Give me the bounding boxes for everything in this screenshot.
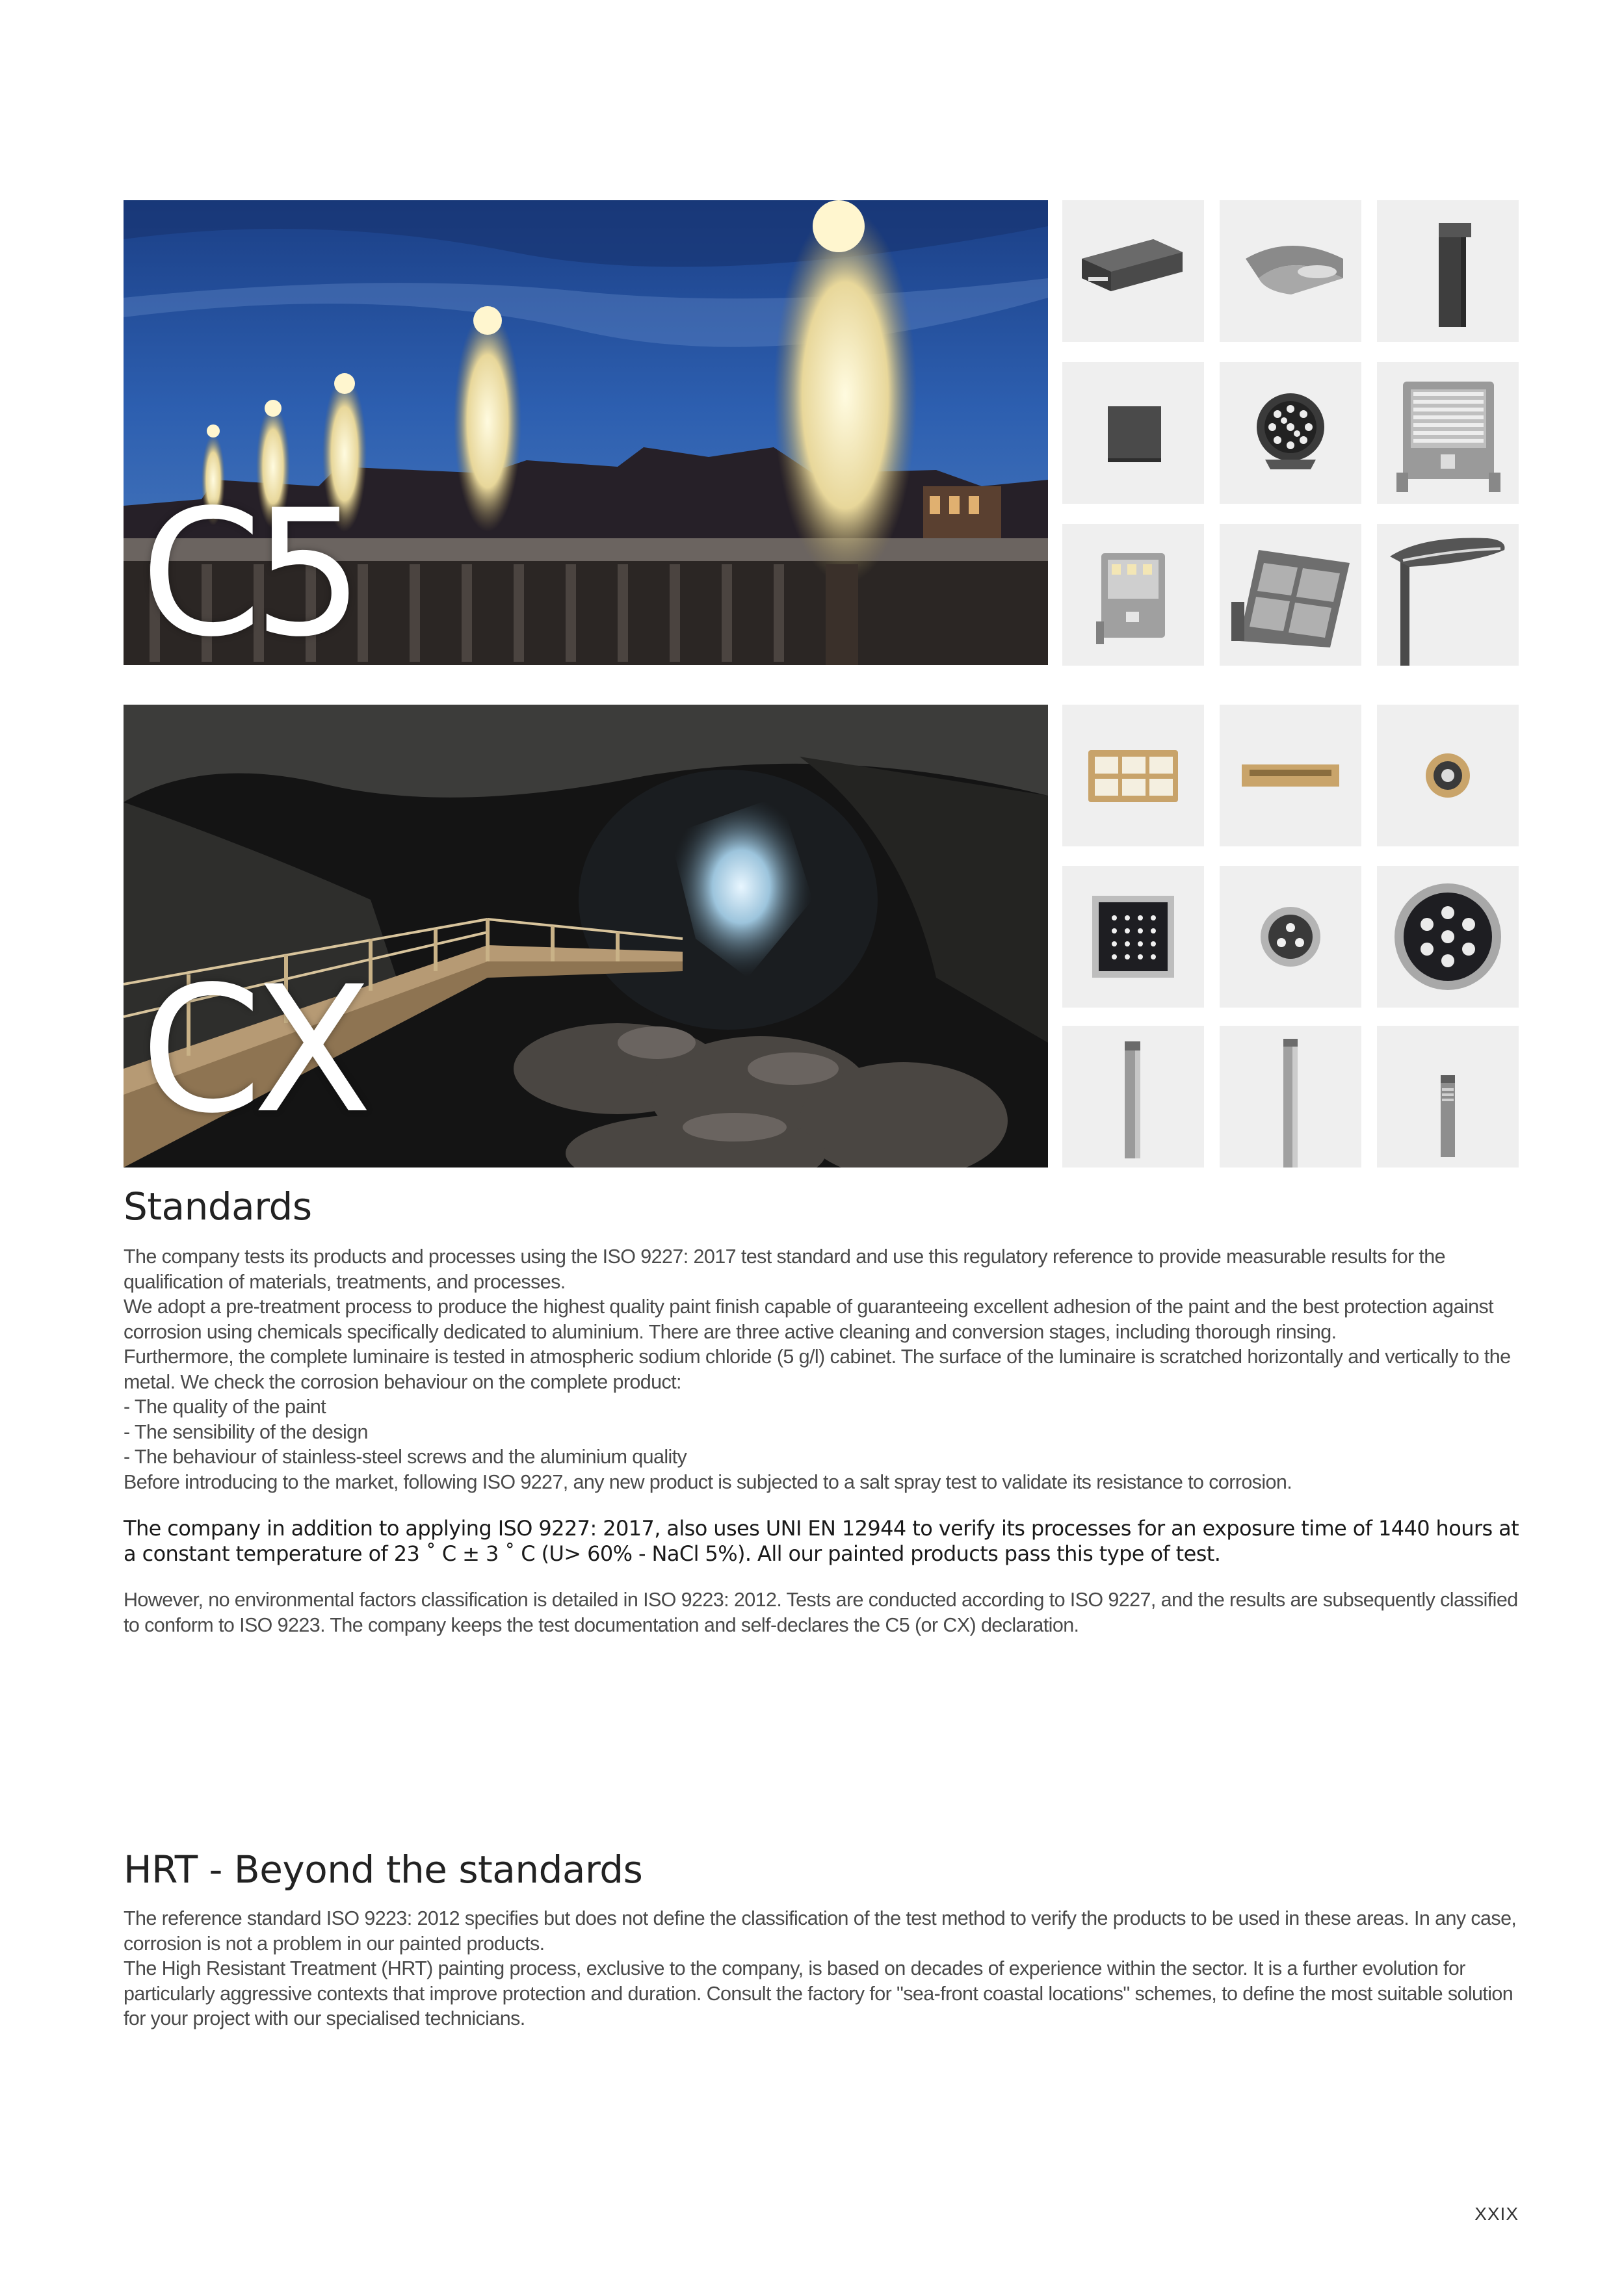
hrt-paragraph: The High Resistant Treatment (HRT) painting process, exclusive to the company, is based on decades of experience within the sector. It is a further evolution for particularly aggressive contexts that improve protection and duration. Consult the factory for "sea-front coastal locations" schemes, to define the most suitable solution for your project with our specialised technicians. — [124, 1957, 1513, 2029]
standards-paragraph: Before introducing to the market, following ISO 9227, any new product is subjected to a salt spray test to validate its resistance to corrosion. — [124, 1470, 1292, 1493]
standards-list-item: - The sensibility of the design — [124, 1420, 368, 1443]
bollard-short-icon — [1377, 1026, 1519, 1168]
wall-light-square-icon — [1062, 362, 1204, 504]
wall-light-curved-icon — [1220, 200, 1361, 342]
street-light-icon — [1377, 524, 1519, 666]
hero-label-cx: CX — [140, 949, 363, 1152]
standards-paragraph: Furthermore, the complete luminaire is tested in atmospheric sodium chloride (5 g/l) cabinet. The surface of the luminaire is scratched horizontally and vertically to the metal. We check the corrosion behaviour on the complete product: — [124, 1346, 1511, 1393]
standards-paragraph: We adopt a pre-treatment process to produce the highest quality paint finish capable of guaranteeing excellent adhesion of the paint and the best protection against corrosion using chemicals specifically dedicated to aluminium. There are three active cleaning and conversion stages, including thorough rinsing. — [124, 1296, 1493, 1343]
step-light-linear-icon — [1220, 705, 1361, 846]
recessed-grille-icon — [1062, 705, 1204, 846]
inground-square-icon — [1062, 866, 1204, 1008]
standards-callout: The company in addition to applying ISO 9227: 2017, also uses UNI EN 12944 to verify its processes for an exposure time of 1440 hours at a constant temperature of 23 ˚ C ± 3 ˚ C (U> 60% - NaCl 5%). All our painted products pass this type of test. — [124, 1516, 1519, 1566]
floodlight-large-icon — [1377, 362, 1519, 504]
standards-list-item: - The behaviour of stainless-steel screws and the aluminium quality — [124, 1446, 687, 1468]
standards-list-item: - The quality of the paint — [124, 1396, 326, 1418]
hrt-paragraph: The reference standard ISO 9223: 2012 specifies but does not define the classification of the test method to verify the products to be used in these areas. In any case, corrosion is not a problem in our painted products. — [124, 1907, 1517, 1955]
floodlight-multi-icon — [1220, 524, 1361, 666]
bollard-tall-icon — [1062, 1026, 1204, 1168]
inground-small-round-icon — [1220, 866, 1361, 1008]
hero-label-c5: C5 — [140, 473, 355, 665]
hero-image-c5 — [124, 200, 1048, 665]
standards-body — [124, 1244, 1521, 1494]
page-number: XXIX — [1474, 2204, 1519, 2224]
floodlight-small-icon — [1062, 524, 1204, 666]
standards-paragraph: The company tests its products and processes using the ISO 9227: 2017 test standard and use this regulatory reference to provide measurable results for the qualification of materials, treatments, and processes. — [124, 1246, 1446, 1293]
hrt-heading: HRT - Beyond the standards — [124, 1847, 643, 1892]
recessed-round-icon — [1377, 705, 1519, 846]
spotlight-round-icon — [1220, 362, 1361, 504]
bollard-slim-icon — [1220, 1026, 1361, 1168]
wall-light-box-icon — [1062, 200, 1204, 342]
hero-image-cx — [124, 705, 1048, 1168]
bollard-square-icon — [1377, 200, 1519, 342]
inground-large-round-icon — [1377, 866, 1519, 1008]
standards-note: However, no environmental factors classification is detailed in ISO 9223: 2012. Tests are conducted according to ISO 9227, and the results are subsequently classified to conform to ISO 9223. The company keeps the test documentation and self-declares the C5 (or CX) declaration. — [124, 1589, 1518, 1636]
standards-heading: Standards — [124, 1184, 312, 1229]
hrt-body — [124, 1906, 1521, 2031]
